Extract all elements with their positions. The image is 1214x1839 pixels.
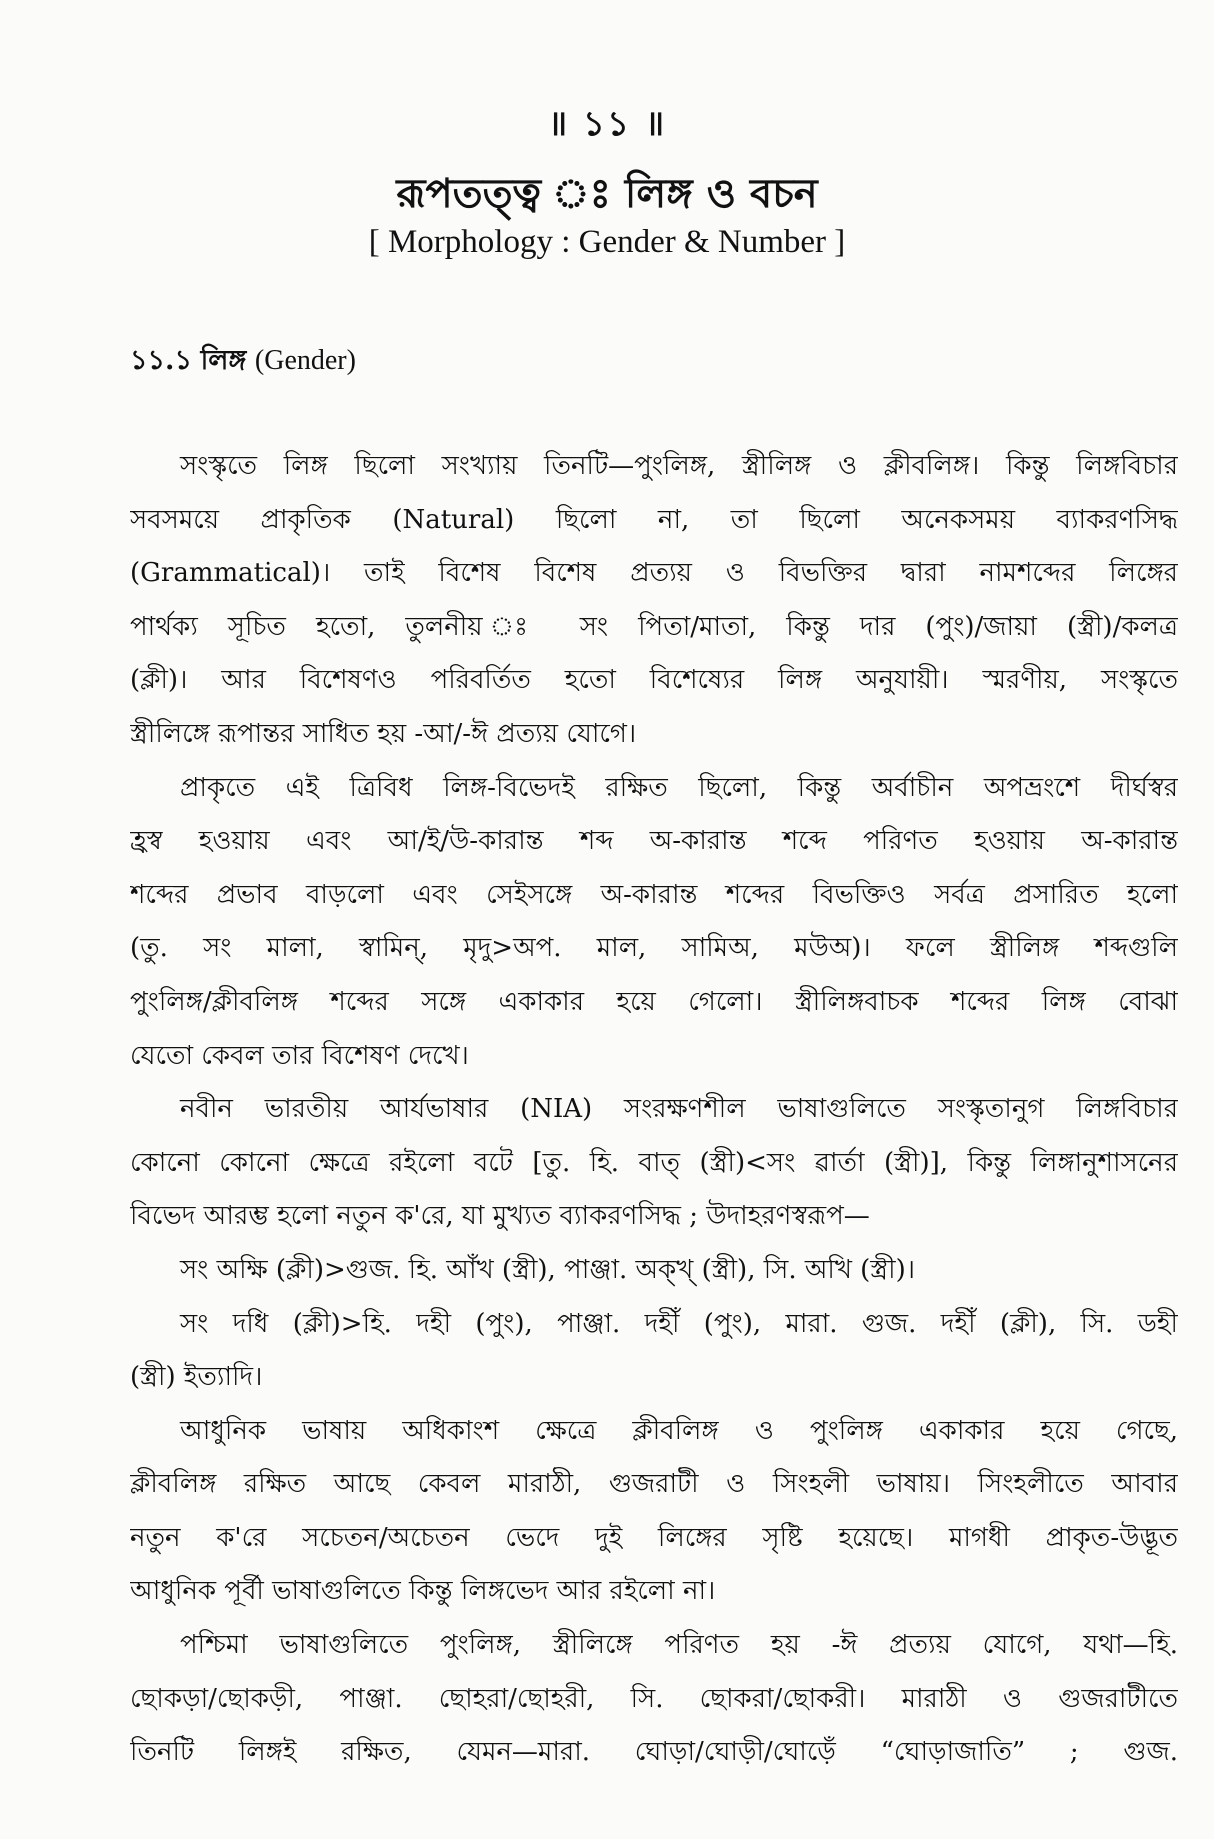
text-line: স্ত্রীলিঙ্গে রূপান্তর সাধিত হয় -আ/-ঈ প্রত্যয় যোগে। (130, 718, 637, 749)
body-text (130, 440, 1178, 1780)
text-line: যেতো কেবল তার বিশেষণ দেখে। (130, 1040, 469, 1071)
section-title-bengali: লিঙ্গ (200, 345, 247, 376)
text-line: সং অক্ষি (ক্লী)>গুজ. হি. আঁখ (স্ত্রী), পাঞ্জা. অক্খ্ (স্ত্রী), সি. অখি (স্ত্রী)। (180, 1254, 916, 1285)
chapter-title: রূপতত্ত্ব ঃ লিঙ্গ ও বচন (396, 170, 818, 217)
text-line: (তু. সং মালা, স্বামিন্, মৃদু>অপ. মাল, সামিঅ, মউঅ)। ফলে স্ত্রীলিঙ্গ শব্দগুলি (130, 933, 1178, 964)
chapter-subtitle: [ Morphology : Gender & Number ] (368, 224, 846, 260)
text-line: শব্দের প্রভাব বাড়লো এবং সেইসঙ্গে অ-কারান্ত শব্দের বিভক্তিও সর্বত্র প্রসারিত হলো (130, 879, 1178, 910)
text-line: সংস্কৃতে লিঙ্গ ছিলো সংখ্যায় তিনটি—পুংলিঙ্গ, স্ত্রীলিঙ্গ ও ক্লীবলিঙ্গ। কিন্তু লিঙ্গবিচার (180, 451, 1178, 481)
text-line: কোনো কোনো ক্ষেত্রে রইলো বটে [তু. হি. বাত্ (স্ত্রী)<সং ৱার্তা (স্ত্রী)], কিন্তু লিঙ্গানুশাসনের (130, 1147, 1178, 1178)
text-line: তিনটি লিঙ্গই রক্ষিত, যেমন—মারা. ঘোড়া/ঘোড়ী/ঘোড়েঁ “ঘোড়াজাতি” ; গুজ. (130, 1737, 1178, 1768)
text-line: পশ্চিমা ভাষাগুলিতে পুংলিঙ্গ, স্ত্রীলিঙ্গে পরিণত হয় -ঈ প্রত্যয় যোগে, যথা—হি. (180, 1630, 1178, 1661)
section-heading (130, 340, 356, 385)
text-line: আধুনিক পূর্বী ভাষাগুলিতে কিন্তু লিঙ্গভেদ আর রইলো না। (130, 1576, 716, 1607)
text-line: ছোকড়া/ছোকড়ী, পাঞ্জা. ছোহরা/ছোহরী, সি. ছোকরা/ছোকরী। মারাঠী ও গুজরাটীতে (130, 1683, 1178, 1714)
text-line: পুংলিঙ্গ/ক্লীবলিঙ্গ শব্দের সঙ্গে একাকার হয়ে গেলো। স্ত্রীলিঙ্গবাচক শব্দের লিঙ্গ বোঝা (130, 986, 1178, 1017)
text-line: সবসময়ে প্রাকৃতিক (Natural) ছিলো না, তা ছিলো অনেকসময় ব্যাকরণসিদ্ধ (130, 504, 1178, 535)
text-line: বিভেদ আরম্ভ হলো নতুন ক'রে, যা মুখ্যত ব্যাকরণসিদ্ধ ; উদাহরণস্বরূপ— (130, 1201, 870, 1232)
text-line: ক্লীবলিঙ্গ রক্ষিত আছে কেবল মারাঠী, গুজরাটী ও সিংহলী ভাষায়। সিংহলীতে আবার (130, 1469, 1178, 1500)
text-line: আধুনিক ভাষায় অধিকাংশ ক্ষেত্রে ক্লীবলিঙ্গ ও পুংলিঙ্গ একাকার হয়ে গেছে, (180, 1415, 1178, 1446)
section-title-english: (Gender) (254, 345, 356, 376)
text-line: হ্রস্ব হওয়ায় এবং আ/ই/উ-কারান্ত শব্দ অ-কারান্ত শব্দে পরিণত হওয়ায় অ-কারান্ত (130, 826, 1178, 857)
text-line: নতুন ক'রে সচেতন/অচেতন ভেদে দুই লিঙ্গের সৃষ্টি হয়েছে। মাগধী প্রাকৃত-উদ্ভূত (130, 1522, 1178, 1553)
text-line: পার্থক্য সূচিত হতো, তুলনীয় ঃ সং পিতা/মাতা, কিন্তু দার (পুং)/জায়া (স্ত্রী)/কলত্র (130, 611, 1178, 642)
text-line: প্রাকৃতে এই ত্রিবিধ লিঙ্গ-বিভেদই রক্ষিত ছিলো, কিন্তু অর্বাচীন অপভ্রংশে দীর্ঘস্বর (180, 772, 1178, 803)
text-line: (ক্লী)। আর বিশেষণও পরিবর্তিত হতো বিশেষ্যের লিঙ্গ অনুযায়ী। স্মরণীয়, সংস্কৃতে (130, 665, 1178, 696)
section-number: ১১.১ (130, 345, 192, 376)
text-line: সং দধি (ক্লী)>হি. দহী (পুং), পাঞ্জা. দহীঁ (পুং), মারা. গুজ. দহীঁ (ক্লী), সি. ডহী (180, 1308, 1178, 1339)
text-line: (স্ত্রী) ইত্যাদি। (130, 1362, 263, 1393)
text-line: (Grammatical)। তাই বিশেষ বিশেষ প্রত্যয় ও বিভক্তির দ্বারা নামশব্দের লিঙ্গের (130, 558, 1178, 589)
chapter-number: ॥ ১১ ॥ (547, 104, 667, 144)
text-line: নবীন ভারতীয় আর্যভাষার (NIA) সংরক্ষণশীল ভাষাগুলিতে সংস্কৃতানুগ লিঙ্গবিচার (180, 1094, 1178, 1125)
